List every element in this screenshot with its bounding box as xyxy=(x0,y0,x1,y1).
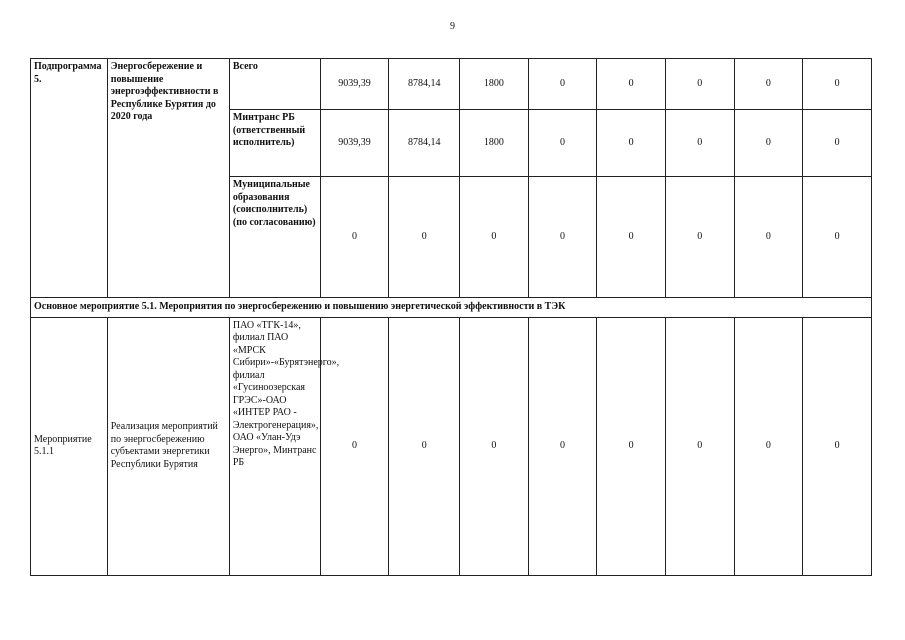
measure-executor: ПАО «ТГК-14», филиал ПАО «МРСК Сибири»-«Бурятэнерго», филиал «Гусиноозерская ГРЭС»-ОАО «ИНТЕР РАО - Электрогенерация», ОАО «Улан-Удэ Энерго», Минтранс РБ xyxy=(229,317,320,575)
value-cell: 1800 xyxy=(460,110,529,177)
section-row xyxy=(31,298,872,318)
budget-table xyxy=(30,58,872,576)
value-cell: 0 xyxy=(734,317,803,575)
page-number: 9 xyxy=(450,21,455,32)
value-cell: 0 xyxy=(460,317,529,575)
value-cell: 0 xyxy=(528,317,597,575)
value-cell: 8784,14 xyxy=(389,59,460,110)
value-cell: 9039,39 xyxy=(320,59,389,110)
value-cell: 0 xyxy=(803,177,872,298)
section-title: Основное мероприятие 5.1. Мероприятия по энергосбережению и повышению энергетической эффективности в ТЭК xyxy=(31,298,872,318)
value-cell: 0 xyxy=(320,317,389,575)
value-cell: 0 xyxy=(734,110,803,177)
value-cell: 0 xyxy=(597,177,666,298)
table-row xyxy=(31,317,872,575)
value-cell: 0 xyxy=(803,317,872,575)
value-cell: 8784,14 xyxy=(389,110,460,177)
table-row xyxy=(31,59,872,110)
executor-cell: Всего xyxy=(229,59,320,110)
subprogram-name: Энергосбережение и повышение энергоэффективности в Республике Бурятия до 2020 года xyxy=(107,59,229,298)
value-cell: 0 xyxy=(597,59,666,110)
subprogram-code: Подпрограмма 5. xyxy=(31,59,108,298)
value-cell: 0 xyxy=(320,177,389,298)
value-cell: 1800 xyxy=(460,59,529,110)
value-cell: 0 xyxy=(528,110,597,177)
measure-code: Мероприятие 5.1.1 xyxy=(31,317,108,575)
value-cell: 0 xyxy=(734,59,803,110)
value-cell: 0 xyxy=(665,110,734,177)
value-cell: 0 xyxy=(803,110,872,177)
value-cell: 0 xyxy=(389,177,460,298)
value-cell: 0 xyxy=(665,59,734,110)
value-cell: 0 xyxy=(597,317,666,575)
value-cell: 0 xyxy=(665,317,734,575)
value-cell: 0 xyxy=(734,177,803,298)
value-cell: 0 xyxy=(528,59,597,110)
measure-name: Реализация мероприятий по энергосбережению субъектами энергетики Республики Бурятия xyxy=(107,317,229,575)
value-cell: 0 xyxy=(803,59,872,110)
executor-cell: Муниципальные образования (соисполнитель) (по согласованию) xyxy=(229,177,320,298)
value-cell: 0 xyxy=(665,177,734,298)
value-cell: 0 xyxy=(597,110,666,177)
value-cell: 0 xyxy=(389,317,460,575)
value-cell: 0 xyxy=(460,177,529,298)
value-cell: 9039,39 xyxy=(320,110,389,177)
value-cell: 0 xyxy=(528,177,597,298)
executor-cell: Минтранс РБ (ответственный исполнитель) xyxy=(229,110,320,177)
